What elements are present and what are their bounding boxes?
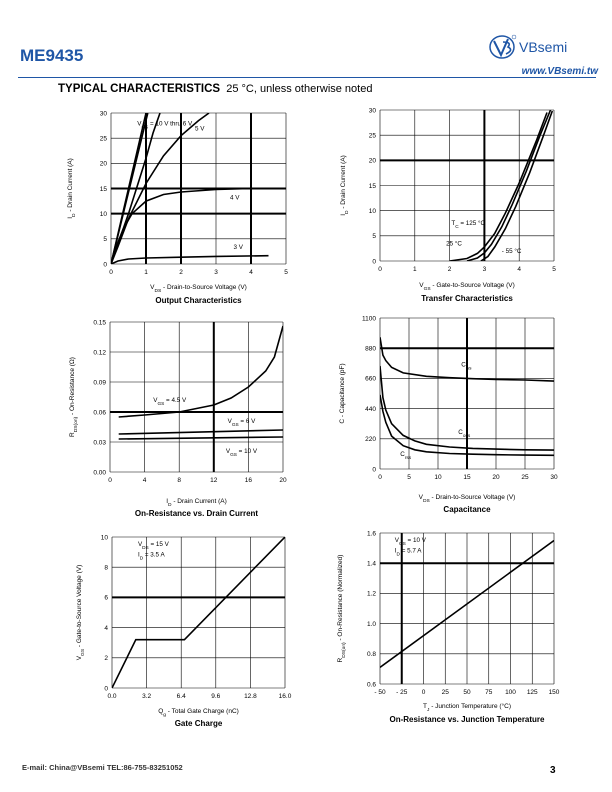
- chart-title: Gate Charge: [174, 719, 223, 728]
- y-tick-label: 0.15: [93, 319, 106, 327]
- x-tick-label: 9.6: [211, 693, 221, 700]
- x-axis-label: $Q_g$ - Total Gate Charge (nC): [158, 708, 239, 718]
- annotation-1: $C_{iss}$: [461, 361, 472, 372]
- y-tick-label: 0.00: [93, 469, 106, 477]
- x-tick-label: 50: [463, 689, 471, 696]
- y-tick-label: 6: [104, 594, 108, 602]
- part-number-title: ME9435: [20, 46, 84, 65]
- annotation-2: $I_D = 5.7$ A: [394, 547, 422, 558]
- y-tick-label: 30: [99, 110, 107, 118]
- x-tick-label: 20: [279, 477, 287, 484]
- x-tick-label: 25: [441, 689, 449, 696]
- x-axis-label: $V_{DS}$ - Drain-to-Source Voltage (V): [418, 494, 516, 504]
- y-tick-label: 20: [368, 157, 376, 165]
- chart-c4: [339, 315, 558, 514]
- x-tick-label: 20: [492, 474, 500, 481]
- x-tick-label: - 25: [396, 689, 408, 696]
- x-tick-label: 0: [421, 689, 426, 696]
- annotation-3: $C_{rss}$: [400, 450, 412, 461]
- series-line-3: [119, 437, 283, 439]
- chart-c1: [67, 110, 288, 305]
- y-tick-label: 0.8: [366, 651, 376, 659]
- series-line-1: [450, 113, 547, 262]
- x-tick-label: 3: [214, 269, 218, 276]
- y-axis-label: $I_D$ - Drain Current (A): [67, 158, 77, 219]
- y-tick-label: 25: [368, 132, 376, 140]
- x-tick-label: 0: [378, 474, 382, 481]
- y-tick-label: 1.6: [366, 530, 376, 538]
- x-tick-label: 6.4: [176, 693, 186, 700]
- y-tick-label: 15: [99, 185, 107, 193]
- brand-url[interactable]: www.VBsemi.tw: [521, 66, 598, 77]
- x-tick-label: 4: [142, 477, 147, 484]
- x-tick-label: 2: [447, 266, 452, 273]
- chart-title: Transfer Characteristics: [421, 294, 513, 303]
- y-tick-label: 5: [103, 236, 107, 244]
- annotation-2: 25 °C: [446, 240, 462, 248]
- y-axis-label: $R_{DS(on)}$ - On-Resistance (Normalized): [337, 554, 347, 663]
- annotation-1: $V_{GS} = 4.5$ V: [153, 397, 187, 407]
- y-tick-label: 1.2: [366, 590, 376, 598]
- y-axis-label: $I_D$ - Drain Current (A): [340, 155, 350, 216]
- x-tick-label: 25: [521, 474, 529, 481]
- x-tick-label: 12: [210, 477, 218, 484]
- y-tick-label: 8: [104, 564, 108, 572]
- y-axis-label: $R_{DS(on)}$ - On-Resistance (Ω): [69, 357, 79, 437]
- series-line-6: [111, 256, 269, 264]
- annotation-3: 4 V: [230, 194, 240, 202]
- x-tick-label: 1: [412, 266, 417, 273]
- y-tick-label: 30: [368, 107, 376, 115]
- y-axis-label: $V_{GS}$ - Gate-to-Source Voltage (V): [76, 564, 86, 661]
- y-tick-label: 880: [365, 345, 376, 353]
- annotation-1: $V_{DS} = 15$ V: [137, 541, 169, 551]
- annotation-1: $V_{GS} = 10$ V: [394, 537, 426, 547]
- annotation-2: $V_{GS} = 6$ V: [227, 418, 256, 428]
- y-tick-label: 0.09: [93, 379, 106, 387]
- footer-contact: E-mail: China@VBsemi TEL:86-755-83251052: [22, 763, 183, 772]
- x-axis-label: $T_J$ - Junction Temperature (°C): [422, 703, 512, 713]
- y-tick-label: 10: [100, 534, 108, 542]
- annotation-3: $V_{GS} = 10$ V: [225, 448, 258, 458]
- x-tick-label: 0.0: [107, 693, 117, 700]
- y-tick-label: 1.4: [366, 560, 376, 568]
- x-tick-label: 75: [485, 689, 493, 696]
- x-tick-label: 30: [550, 474, 558, 481]
- y-tick-label: 0: [104, 685, 108, 693]
- y-tick-label: 0.12: [93, 349, 106, 357]
- x-axis-label: $I_D$ - Drain Current (A): [166, 498, 227, 508]
- chart-title: On-Resistance vs. Junction Temperature: [389, 715, 545, 724]
- annotation-2: 5 V: [195, 125, 205, 133]
- series-line-2: [119, 430, 283, 434]
- chart-c3: [69, 319, 287, 518]
- x-tick-label: 150: [548, 689, 560, 696]
- chart-c5: [76, 534, 292, 728]
- annotation-2: $C_{oss}$: [458, 428, 471, 439]
- x-tick-label: 10: [434, 474, 442, 481]
- annotation-4: 3 V: [233, 243, 243, 251]
- y-tick-label: 0.6: [366, 681, 376, 689]
- brand-name: VBsemi: [519, 39, 568, 55]
- x-tick-label: 4: [517, 266, 522, 273]
- x-axis-label: $V_{DS}$ - Drain-to-Source Voltage (V): [150, 284, 247, 294]
- section-condition: 25 °C, unless otherwise noted: [226, 83, 373, 95]
- section-title: TYPICAL CHARACTERISTICS: [58, 83, 221, 95]
- y-tick-label: 220: [365, 436, 376, 444]
- y-tick-label: 0: [372, 466, 376, 474]
- series-line-1: [119, 326, 283, 417]
- x-tick-label: 100: [505, 689, 516, 696]
- y-tick-label: 5: [372, 233, 376, 241]
- x-tick-label: 5: [284, 269, 288, 276]
- y-tick-label: 2: [104, 655, 108, 663]
- y-tick-label: 10: [99, 210, 107, 218]
- y-tick-label: 0.03: [93, 439, 106, 447]
- annotation-1: $T_C = 125$ °C: [451, 219, 486, 230]
- y-tick-label: 10: [368, 207, 376, 215]
- x-tick-label: 4: [249, 269, 253, 276]
- x-tick-label: 0: [378, 266, 382, 273]
- x-tick-label: 2: [179, 269, 183, 276]
- annotation-3: - 55 °C: [501, 247, 522, 255]
- y-tick-label: 440: [365, 405, 376, 413]
- x-tick-label: 16.0: [278, 693, 292, 700]
- chart-title: Capacitance: [443, 505, 491, 514]
- page-number: 3: [550, 765, 556, 776]
- y-tick-label: 1.0: [366, 620, 376, 628]
- x-tick-label: 5: [407, 474, 411, 481]
- y-tick-label: 20: [99, 160, 107, 168]
- x-tick-label: - 50: [374, 689, 386, 696]
- x-axis-label: $V_{GS}$ - Gate-to-Source Voltage (V): [419, 282, 515, 292]
- x-tick-label: 1: [144, 269, 148, 276]
- chart-title: Output Characteristics: [155, 296, 242, 305]
- series-line-1: [112, 537, 285, 688]
- y-tick-label: 0.06: [93, 409, 106, 417]
- y-tick-label: 1100: [362, 315, 376, 323]
- annotation-1: $V_{GS} = 10$ V thru 6 V: [137, 120, 193, 131]
- x-tick-label: 16: [244, 477, 253, 484]
- y-axis-label: C - Capacitance (pF): [339, 363, 346, 424]
- x-tick-label: 12.8: [244, 693, 257, 700]
- x-tick-label: 3: [482, 266, 487, 273]
- y-tick-label: 660: [365, 375, 376, 383]
- chart-c2: [340, 107, 556, 303]
- x-tick-label: 5: [552, 266, 556, 273]
- x-tick-label: 3.2: [142, 693, 152, 700]
- x-tick-label: 0: [109, 269, 113, 276]
- chart-c6: [337, 530, 560, 724]
- chart-title: On-Resistance vs. Drain Current: [134, 509, 259, 518]
- x-tick-label: 15: [463, 474, 471, 481]
- y-tick-label: 4: [104, 624, 108, 632]
- y-tick-label: 0: [103, 261, 107, 269]
- x-tick-label: 125: [526, 689, 538, 696]
- y-tick-label: 15: [368, 182, 376, 190]
- y-tick-label: 25: [99, 135, 107, 143]
- annotation-2: $I_D = 3.5$ A: [137, 551, 165, 562]
- x-tick-label: 8: [177, 477, 182, 484]
- y-tick-label: 0: [372, 258, 376, 266]
- x-tick-label: 0: [108, 477, 112, 484]
